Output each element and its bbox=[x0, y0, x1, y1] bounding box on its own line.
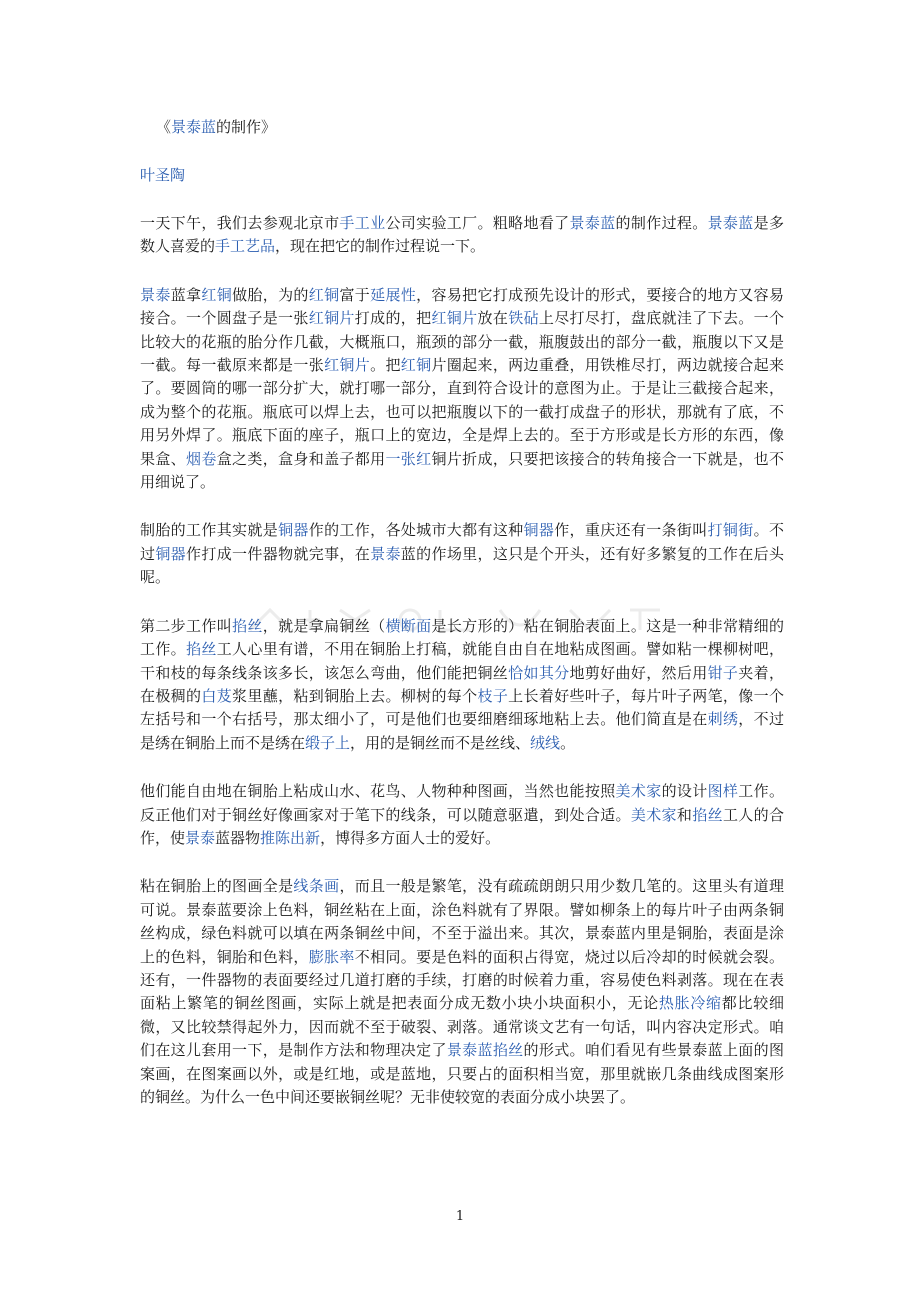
page-number: 1 bbox=[455, 1209, 465, 1224]
paragraph bbox=[140, 284, 784, 495]
text-run: ，博得多方面人士的爱好。 bbox=[320, 828, 501, 847]
text-run: 蓝拿 bbox=[170, 285, 202, 304]
text-run: 作的工作，各处城市大都有这种 bbox=[308, 521, 524, 540]
text-run: 的制作》 bbox=[216, 118, 277, 136]
text-run: 粘在铜胎上的图画全是 bbox=[140, 877, 294, 896]
hyperlink-term[interactable]: 铜器 bbox=[155, 544, 187, 563]
text-run: 盒之类，盒身和盖子都用 bbox=[216, 449, 386, 468]
paragraph bbox=[140, 615, 784, 755]
text-run: ，用的是铜丝而不是丝线、 bbox=[350, 733, 531, 752]
hyperlink-term[interactable]: 景泰蓝 bbox=[171, 118, 217, 136]
text-run: 。把 bbox=[370, 356, 401, 375]
text-run: 。不过 bbox=[140, 521, 784, 563]
document-title bbox=[156, 116, 784, 138]
hyperlink-term[interactable]: 绒线 bbox=[530, 733, 561, 752]
article-body bbox=[140, 116, 784, 1134]
hyperlink-term[interactable]: 红铜 bbox=[308, 285, 340, 304]
hyperlink-term[interactable]: 延展性 bbox=[370, 285, 417, 304]
hyperlink-term[interactable]: 线条画 bbox=[293, 877, 340, 896]
hyperlink-term[interactable]: 红铜 bbox=[201, 285, 233, 304]
text-run: 一天下午，我们去参观北京市 bbox=[140, 214, 340, 232]
hyperlink-term[interactable]: 图样 bbox=[707, 782, 739, 801]
paragraph bbox=[140, 212, 784, 259]
text-run: 的形式。咱们看见有些景泰蓝上面的图案画，在图案画以外，或是红地，或是蓝地，只要占的面积相当宽，那里就嵌几条曲线成图案形的铜丝。为什么一色中间还要嵌铜丝呢？无非使较宽的表面分成小块罢了。 bbox=[140, 1041, 784, 1106]
hyperlink-term[interactable]: 景泰蓝 bbox=[569, 214, 616, 232]
hyperlink-term[interactable]: 缎子上 bbox=[305, 733, 351, 752]
text-run: 放在 bbox=[477, 309, 509, 328]
text-run: 的制作过程。 bbox=[615, 214, 708, 232]
hyperlink-term[interactable]: 铜器 bbox=[523, 521, 555, 540]
hyperlink-term[interactable]: 景泰 bbox=[185, 828, 216, 847]
text-run: 第二步工作叫 bbox=[140, 616, 233, 635]
paragraph bbox=[140, 780, 784, 850]
text-run: 都比较细微，又比较禁得起外力，因而就不至于破裂、剥落。通常谈文艺有一句话，叫内容决定形式。咱们在这儿套用一下，是制作方法和物理决定了 bbox=[140, 994, 784, 1060]
paragraph-list bbox=[140, 212, 784, 1109]
hyperlink-term[interactable]: 掐丝 bbox=[232, 616, 263, 635]
text-run: 他们能自由地在铜胎上粘成山水、花鸟、人物种种图画，当然也能按照 bbox=[140, 782, 616, 801]
author-name: 叶圣陶 bbox=[140, 166, 186, 184]
hyperlink-term[interactable]: 钳子 bbox=[707, 663, 739, 682]
text-run: 富于 bbox=[339, 285, 371, 304]
hyperlink-term[interactable]: 红铜片 bbox=[324, 356, 371, 375]
text-run: 作，重庆还有一条街叫 bbox=[554, 521, 708, 540]
text-run: 做胎，为的 bbox=[232, 285, 309, 304]
text-run: 打成的，把 bbox=[354, 309, 432, 328]
hyperlink-term[interactable]: 一张红 bbox=[385, 449, 432, 468]
hyperlink-term[interactable]: 美术家 bbox=[615, 782, 662, 801]
text-run: 铜片折成，只要把该接合的转角接合一下就是，也不用细说了。 bbox=[140, 449, 784, 492]
hyperlink-term[interactable]: 景泰蓝 bbox=[707, 214, 754, 232]
text-run: 蓝的作场里，这只是个开头，还有好多繁复的工作在后头呢。 bbox=[140, 544, 784, 587]
hyperlink-term[interactable]: 膨胀率 bbox=[308, 947, 355, 966]
hyperlink-term[interactable]: 白芨 bbox=[201, 686, 233, 705]
hyperlink-term[interactable]: 刺绣 bbox=[707, 710, 739, 729]
text-run: 公司实验工厂。粗略地看了 bbox=[385, 214, 570, 232]
text-run: 工作。反正他们对于铜丝好像画家对于笔下的线条，可以随意驱遣，到处合适。 bbox=[140, 782, 784, 824]
hyperlink-term[interactable]: 横断面 bbox=[385, 616, 432, 635]
text-run: 夹着，在极稠的 bbox=[140, 663, 784, 705]
text-run: 浆里蘸，粘到铜胎上去。柳树的每个 bbox=[232, 686, 478, 705]
hyperlink-term[interactable]: 景泰 bbox=[370, 544, 401, 563]
hyperlink-term[interactable]: 红铜片 bbox=[431, 309, 478, 328]
text-run: 。 bbox=[560, 733, 576, 752]
hyperlink-term[interactable]: 恰如其分 bbox=[508, 663, 570, 682]
text-run: ，而且一般是繁笔，没有疏疏朗朗只用少数几笔的。这里头有道理可说。景泰蓝要涂上色料，铜丝粘在上面，涂色料就有了界限。譬如柳条上的每片叶子由两条铜丝构成，绿色料就可以填在两条铜丝中间，不至于溢出来。其次，景泰蓝内里是铜胎，表面是涂上的色料，铜胎和色料， bbox=[140, 877, 784, 966]
hyperlink-term[interactable]: 铜器 bbox=[278, 521, 309, 540]
hyperlink-term[interactable]: 手工业 bbox=[339, 214, 386, 232]
text-run: 工人的合作，使 bbox=[140, 805, 784, 847]
text-run: 和 bbox=[676, 805, 693, 824]
hyperlink-term[interactable]: 热胀冷缩 bbox=[658, 994, 722, 1013]
hyperlink-term[interactable]: 枝子 bbox=[477, 686, 509, 705]
text-run: 制胎的工作其实就是 bbox=[140, 521, 279, 540]
paragraph bbox=[140, 519, 784, 589]
hyperlink-term[interactable]: 景泰蓝掐丝 bbox=[446, 1041, 524, 1060]
hyperlink-term[interactable]: 推陈出新 bbox=[260, 828, 321, 847]
text-run: 地剪好曲好，然后用 bbox=[569, 663, 708, 682]
text-run: 工人心里有谱，不用在铜胎上打稿，就能自由自在地粘成图画。譬如粘一棵柳树吧，干和枝的每条线条该多长，该怎么弯曲，他们能把铜丝 bbox=[140, 640, 784, 682]
hyperlink-term[interactable]: 掐丝 bbox=[692, 805, 723, 824]
hyperlink-term[interactable]: 景泰 bbox=[140, 285, 171, 304]
text-run: 是多数人喜爱的 bbox=[140, 214, 784, 256]
hyperlink-term[interactable]: 掐丝 bbox=[186, 640, 217, 659]
text-run: 作打成一件器物就完事，在 bbox=[186, 544, 371, 563]
text-run: 的设计 bbox=[661, 782, 708, 801]
hyperlink-term[interactable]: 打铜街 bbox=[707, 521, 754, 540]
text-run: 《 bbox=[156, 118, 172, 136]
text-run: ，现在把它的制作过程说一下。 bbox=[275, 237, 486, 256]
text-run: 上尽打尽打，盘底就洼了下去。一个比较大的花瓶的胎分作几截，大概瓶口，瓶颈的部分一截，瓶腹鼓出的部分一截，瓶腹以下又是一截。每一截原来都是一张 bbox=[140, 309, 784, 375]
text-run: ，容易把它打成预先设计的形式，要接合的地方又容易接合。一个圆盘子是一张 bbox=[140, 285, 784, 328]
hyperlink-term[interactable]: 红铜片 bbox=[308, 309, 355, 328]
text-run: 上长着好些叶子，每片叶子两笔，像一个左括号和一个右括号，那太细小了，可是他们也要细磨细琢地粘上去。他们简直是在 bbox=[140, 686, 784, 729]
text-run: 是长方形的）粘在铜胎表面上。这是一种非常精细的工作。 bbox=[140, 616, 784, 659]
text-run: 不相同。要是色料的面积占得宽，烧过以后冷却的时候就会裂。还有，一件器物的表面要经过几道打磨的手续，打磨的时候着力重，容易使色料剥落。现在在表面粘上繁笔的铜丝图画，实际上就是把表面分成无数小块小块面积小，无论 bbox=[140, 947, 784, 1013]
hyperlink-term[interactable]: 美术家 bbox=[630, 805, 677, 824]
hyperlink-term[interactable]: 红铜 bbox=[400, 356, 432, 375]
hyperlink-term[interactable]: 铁砧 bbox=[508, 309, 539, 328]
text-run: 片圈起来，两边重叠，用铁椎尽打，两边就接合起来了。要圆筒的哪一部分扩大，就打哪一部分，直到符合设计的意图为止。于是让三截接合起来，成为整个的花瓶。瓶底可以焊上去，也可以把瓶腹以下的一截打成盘子的形状，那就有了底，不用另外焊了。瓶底下面的座子，瓶口上的宽边，全是焊上去的。至于方形或是长方形的东西，像果盒、 bbox=[140, 356, 784, 468]
hyperlink-term[interactable]: 烟卷 bbox=[186, 449, 217, 468]
text-run: 蓝器物 bbox=[215, 828, 261, 847]
paragraph bbox=[140, 875, 784, 1109]
hyperlink-term[interactable]: 手工艺品 bbox=[215, 237, 276, 256]
text-run: ，不过是绣在铜胎上而不是绣在 bbox=[140, 710, 784, 752]
text-run: ，就是拿扁铜丝（ bbox=[262, 616, 386, 635]
